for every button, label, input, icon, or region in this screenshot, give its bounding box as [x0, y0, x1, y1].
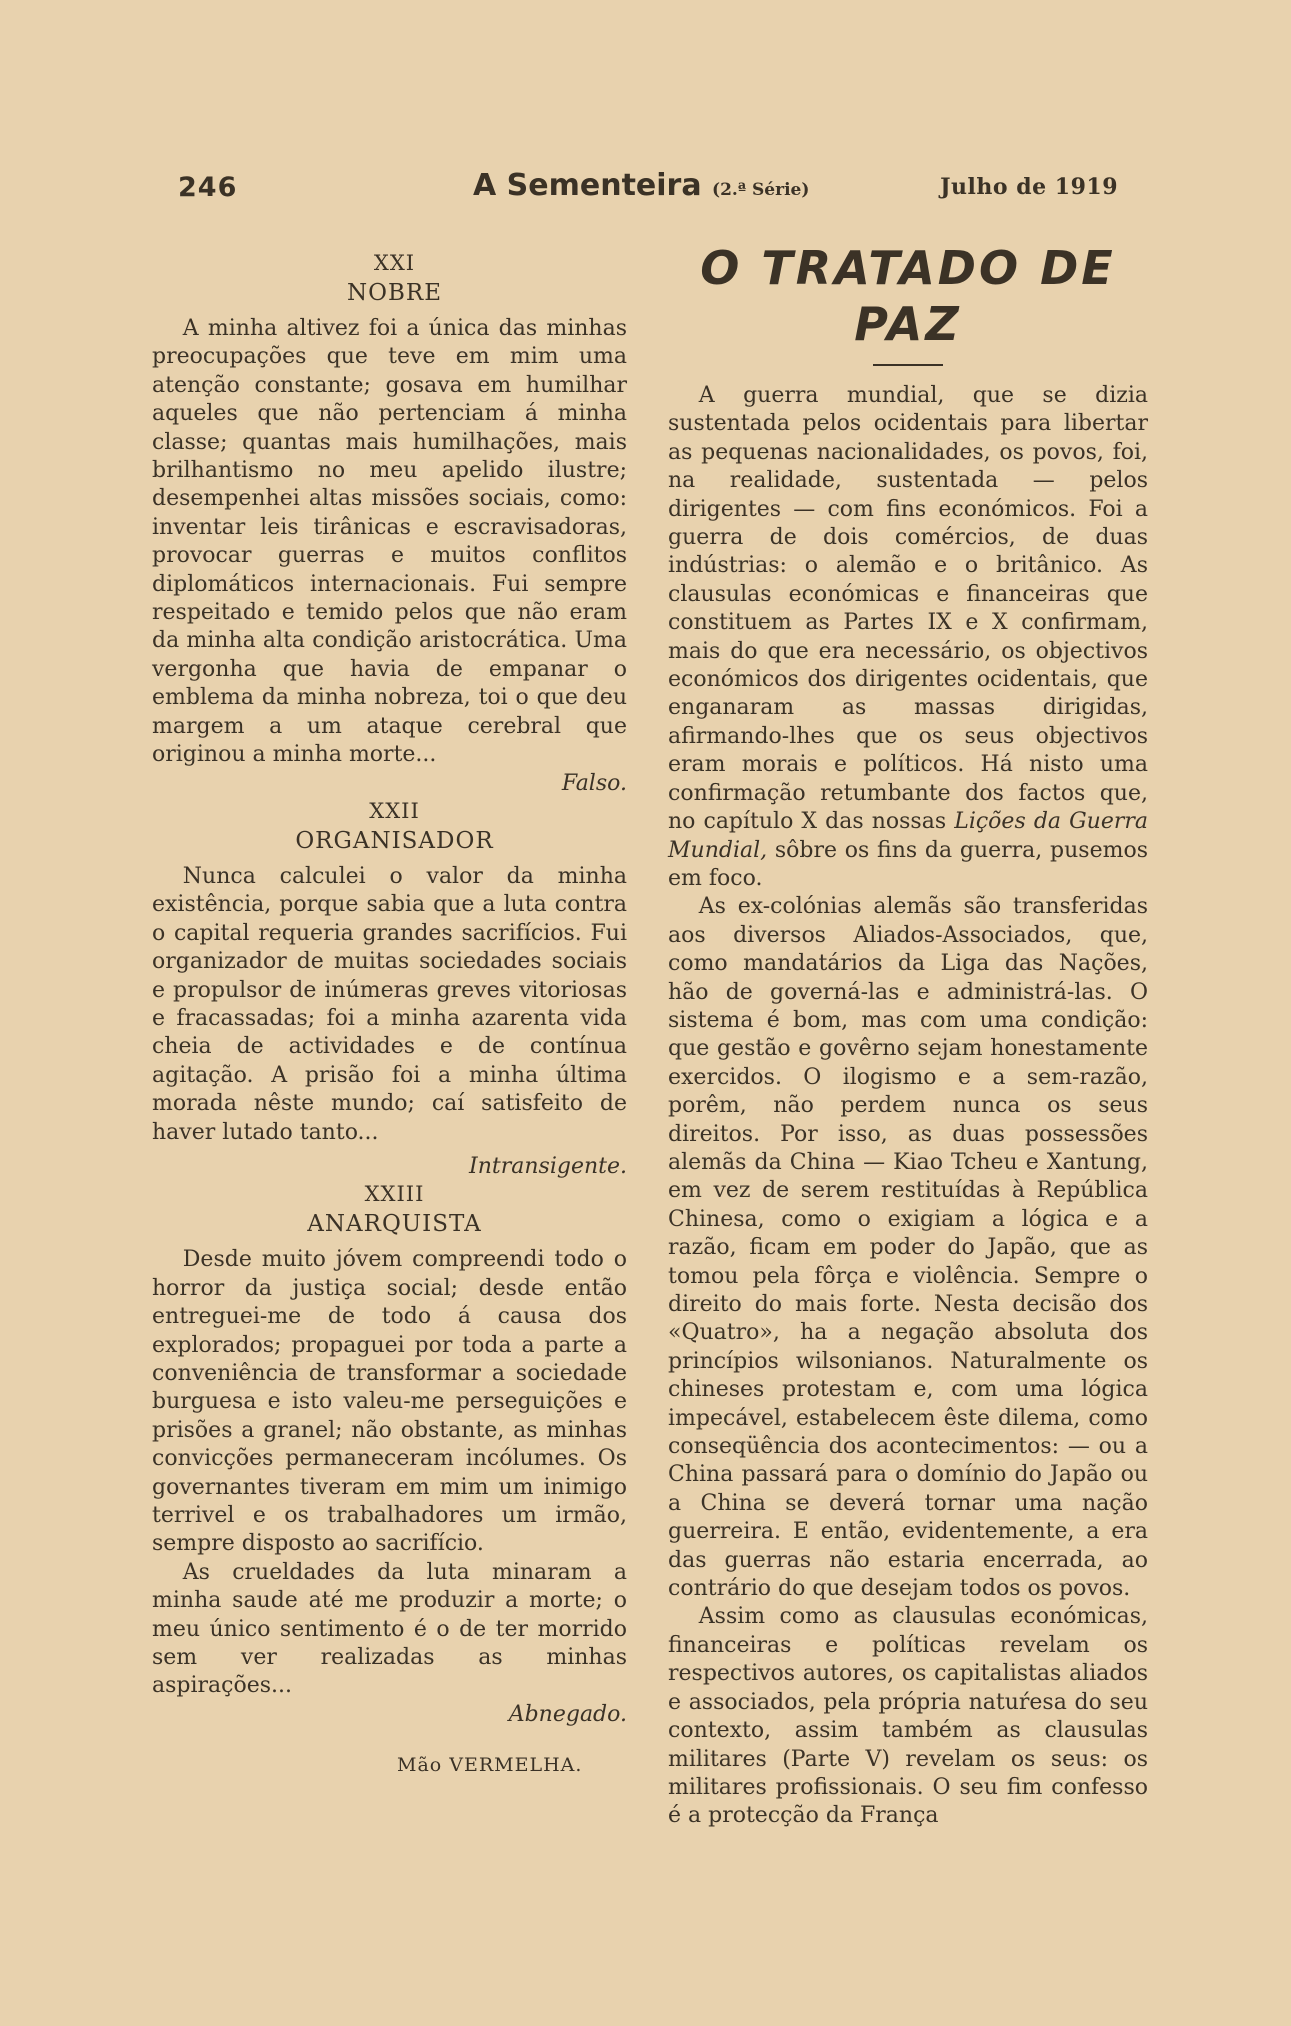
section-text: A minha altivez foi a única das minhas preocupações que teve em mim uma atenção constante; gosava em humilhar aqueles que não pertenciam á minha classe; quantas mais humilhações, mais brilhantismo no meu apelido ilustre; desempenhei altas missões sociais, como: inventar leis tirânicas e escravisadoras, provocar guerras e muitos conflitos diplomáticos internacionais. Fui sempre respeitado e temido pelos que não eram da minha alta condição aristocrática. Uma vergonha que havia de empanar o emblema da minha nobreza, toi o que deu margem a um ataque cerebral que originou a minha morte... [152, 316, 627, 768]
section-signature: Abnegado. [508, 1701, 627, 1727]
page-header [178, 168, 1118, 208]
section-heading: NOBRE [347, 280, 442, 306]
section-number: XXII [369, 798, 420, 823]
article-paragraph: As ex-colónias alemãs são transferidas aos diversos Aliados-Associados, que, como mandatários da Liga das Nações, hão de governá-las e administrá-las. O sistema é bom, mas com uma condição: que gestão e govêrno sejam honestamente exercidos. O ilogismo e a sem-razão, porêm, não perdem nunca os seus direitos. Por isso, as duas possessões alemãs da China — Kiao Tcheu e Xantung, em vez de serem restituídas à República Chinesa, como o exigiam a lógica e a razão, ficam em poder do Japão, que as tomou pela fôrça e violência. Sempre o direito do mais forte. Nesta decisão dos «Quatro», ha a negação absoluta dos princípios wilsonianos. Naturalmente os chineses protestam e, com uma lógica impecável, estabelecem êste dilema, como conseqüência dos acontecimentos: — ou a China passará para o domínio do Japão ou a China se deverá tornar uma nação guerreira. E então, evidentemente, a era das guerras não estaria encerrada, ao contrário do que desejam todos os povos. [668, 894, 1148, 1602]
section-signature: Intransigente. [469, 1153, 627, 1179]
right-column [668, 240, 1148, 1831]
section-signature: Falso. [561, 770, 627, 796]
article-paragraph [668, 382, 1148, 893]
article-text: A guerra mundial, que se dizia sustentada pelos ocidentais para libertar as pequenas nacionalidades, os povos, foi, na realidade, sustentada — pelos dirigentes — com fins económicos. Foi a guerra de dois comércios, de duas indústrias: o alemão e o britânico. As clausulas económicas e financeiras que constituem as Partes IX e X confirmam, mais do que era necessário, os objectivos económicos dos dirigentes ocidentais, que enganaram as massas dirigidas, afirmando-lhes que os seus objectivos eram morais e políticos. Há nisto uma confirmação retumbante dos factos que, no capítulo X das nossas [668, 383, 1148, 835]
book-reference: Lições da Guerra Mundial, [668, 809, 1149, 863]
final-signature: Mão VERMELHA. [397, 1754, 583, 1777]
title-rule [873, 364, 943, 366]
section-heading: ANARQUISTA [307, 1211, 482, 1238]
issue-date: Julho de 1919 [940, 174, 1118, 200]
journal-name: A Sementeira [473, 168, 702, 203]
journal-series: (2.ª Série) [712, 180, 810, 200]
article-paragraph: Assim como as clausulas económicas, financeiras e políticas revelam os respectivos autores, os capitalistas aliados e associados, pela própria natuŕesa do seu contexto, assim também as clausulas militares (Parte V) revelam os seus: os militares profissionais. O seu fim confesso é a protecção da França [668, 1604, 1148, 1829]
article-text: sôbre os fins da guerra, pusemos em foco. [668, 837, 1148, 891]
section-number: XXI [373, 251, 416, 275]
section-text: As crueldades da luta minaram a minha saude até me produzir a morte; o meu único sentimento é o de ter morrido sem ver realizadas as minhas aspirações... [152, 1559, 627, 1699]
journal-title [473, 168, 809, 203]
section-text: Desde muito jóvem compreendi todo o horror da justiça social; desde então entreguei-me de todo á causa dos explorados; propaguei por toda a parte a conveniência de transformar a sociedade burguesa e isto valeu-me perseguições e prisões a granel; não obstante, as minhas convicções permaneceram incólumes. Os governantes tiveram em mim um inimigo terrivel e os trabalhadores um irmão, sempre disposto ao sacrifício. [152, 1247, 627, 1557]
article-title: O TRATADO DE PAZ [700, 241, 1116, 351]
section-number: XXIII [364, 1182, 425, 1207]
page-number: 246 [178, 172, 238, 203]
left-column [152, 250, 627, 1780]
section-text: Nunca calculei o valor da minha existência, porque sabia que a luta contra o capital requeria grandes sacrifícios. Fui organizador de muitas sociedades sociais e propulsor de inúmeras greves vitoriosas e fracassadas; foi a minha azarenta vida cheia de actividades e de contínua agitação. A prisão foi a minha última morada nêste mundo; caí satisfeito de haver lutado tanto... [152, 863, 627, 1145]
section-heading: ORGANISADOR [295, 827, 494, 854]
